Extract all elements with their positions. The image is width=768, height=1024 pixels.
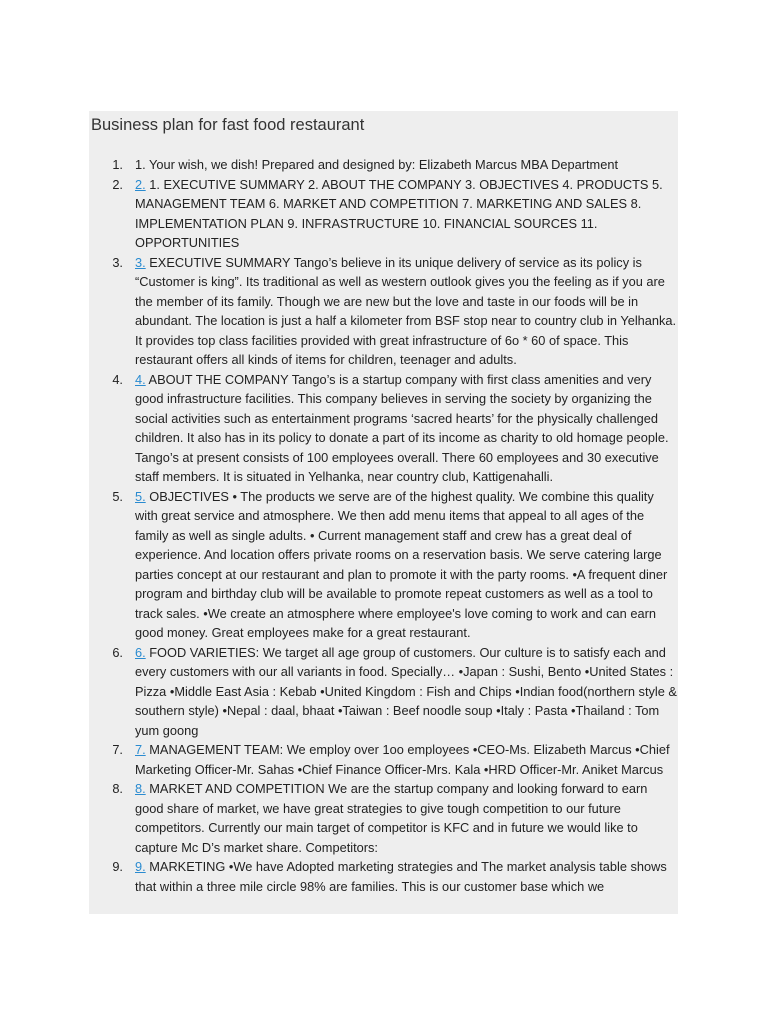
list-item-number: 1.	[112, 157, 123, 172]
list-item-text: FOOD VARIETIES: We target all age group of customers. Our culture is to satisfy each and every customers with our all variants in food. Specially… •Japan : Sushi, Bento •United States : Pizza •Middle East Asia : Kebab •United Kingdom : Fish and Chips •Indian food(northern style & southern style) •Nepal : daal, bhaat •Taiwan : Beef noodle soup •Italy : Pasta •Thailand : Tom yum goong	[135, 644, 677, 738]
slide-link[interactable]: 3.	[135, 254, 146, 270]
list-item-text: MANAGEMENT TEAM: We employ over 1oo employees •CEO-Ms. Elizabeth Marcus •Chief Marketing Officer-Mr. Sahas •Chief Finance Officer-Mrs. Kala •HRD Officer-Mr. Aniket Marcus	[135, 742, 670, 777]
list-item-number: 6.	[112, 644, 123, 660]
list-item-number: 7.	[112, 742, 123, 757]
list-item-number: 4.	[112, 371, 123, 387]
list-item-text: MARKETING •We have Adopted marketing strategies and The market analysis table shows that within a three mile circle 98% are families. This is our customer base which we	[135, 859, 667, 894]
list-item-text: OBJECTIVES • The products we serve are of the highest quality. We combine this quality with great service and atmosphere. We then add menu items that appeal to all ages of the family as well as single adults. • Current management staff and crew has a great deal of experience. And location offers private rooms on a reservation basis. We serve catering large parties concept at our restaurant and plan to promote it with the party rooms. •A frequent diner program and birthday club will be available to promote repeat customers as well as a tool to track sales. •We create an atmosphere where employee's love coming to work and can earn good money. Great employees make for a great restaurant.	[135, 488, 668, 640]
slide-link[interactable]: 4.	[135, 371, 146, 387]
list-item	[112, 857, 678, 896]
list-item	[112, 487, 678, 643]
slide-link[interactable]: 2.	[135, 176, 146, 192]
list-item	[112, 175, 678, 253]
list-item-text: ABOUT THE COMPANY Tango’s is a startup company with first class amenities and very good infrastructure facilities. This company believes in serving the society by organizing the social activities such as entertainment programs ‘sacred hearts’ for the physically challenged children. It also has in its policy to donate a part of its income as charity to old homage people. Tango’s at present consists of 100 employees overall. There 60 employees and 30 executive staff members. It is situated in Yelhanka, near country club, Kattigenahalli.	[135, 371, 669, 484]
list-item	[112, 155, 678, 175]
list-item-text: 1. Your wish, we dish! Prepared and designed by: Elizabeth Marcus MBA Department	[135, 157, 618, 172]
list-item	[112, 740, 678, 779]
list-item-text: 1. EXECUTIVE SUMMARY 2. ABOUT THE COMPANY 3. OBJECTIVES 4. PRODUCTS 5. MANAGEMENT TEAM 6. MARKET AND COMPETITION 7. MARKETING AND SALES 8. IMPLEMENTATION PLAN 9. INFRASTRUCTURE 10. FINANCIAL SOURCES 11. OPPORTUNITIES	[135, 176, 663, 250]
slide-text-list	[112, 155, 678, 896]
list-item-number: 3.	[112, 254, 123, 270]
list-item-text: EXECUTIVE SUMMARY Tango’s believe in its unique delivery of service as its policy is “Customer is king”. Its traditional as well as western outlook gives you the feeling as if you are the member of its family. Though we are new but the love and taste in our foods will be in abundant. The location is just a half a kilometer from BSF stop near to country club in Yelhanka. It provides top class facilities provided with great infrastructure of 6o * 60 of space. This restaurant offers all kinds of items for children, teenager and adults.	[135, 254, 677, 367]
list-item-number: 5.	[112, 488, 123, 504]
slide-link[interactable]: 8.	[135, 781, 146, 796]
list-item-number: 2.	[112, 176, 123, 192]
list-item	[112, 779, 678, 857]
list-item-number: 8.	[112, 781, 123, 796]
list-item	[112, 370, 678, 487]
list-item	[112, 643, 678, 741]
list-item	[112, 253, 678, 370]
slide-link[interactable]: 6.	[135, 644, 146, 660]
slide-link[interactable]: 9.	[135, 859, 146, 874]
document-panel	[89, 111, 678, 914]
slide-link[interactable]: 7.	[135, 742, 146, 757]
list-item-text: MARKET AND COMPETITION We are the startup company and looking forward to earn good share of market, we have great strategies to give tough competition to our future competitors. Currently our main target of competitor is KFC and in future we would like to capture Mc D’s market share. Competitors:	[135, 781, 648, 855]
slide-link[interactable]: 5.	[135, 488, 146, 504]
document-title: Business plan for fast food restaurant	[91, 116, 365, 134]
list-item-number: 9.	[112, 859, 123, 874]
